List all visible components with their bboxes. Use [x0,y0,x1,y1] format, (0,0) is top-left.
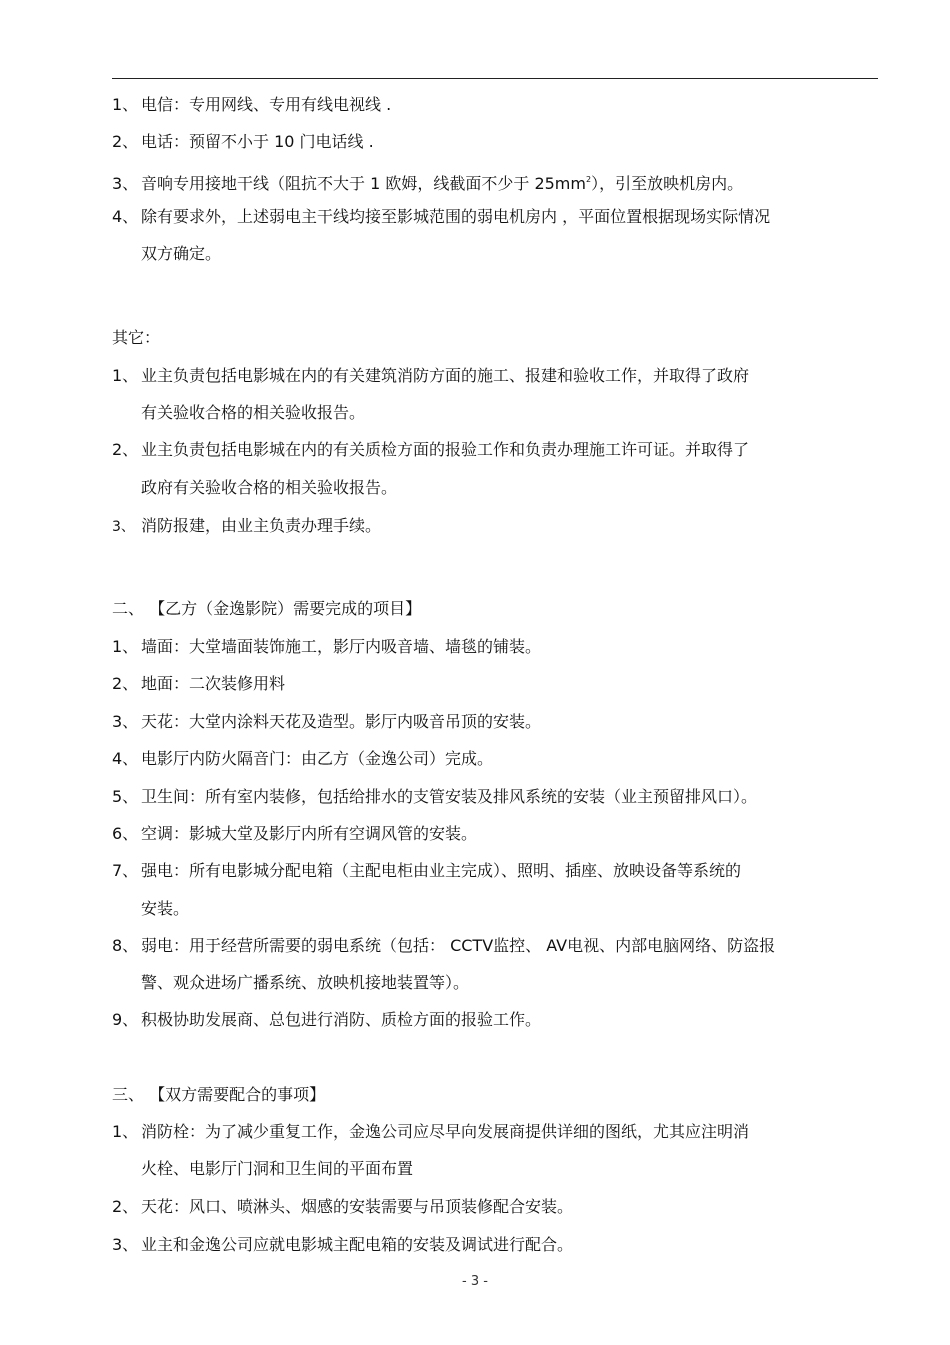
item-text: 天花：大堂内涂料天花及造型。影厅内吸音吊顶的安装。 [141,712,542,731]
others-title: 其它： [112,328,161,347]
item-number: 3、 [112,519,135,535]
item-text: 除有要求外，上述弱电主干线均接至影城范围的弱电机房内 ，平面位置根据现场实际情况 [141,207,771,226]
item-number: 1、 [112,95,139,114]
weak-current-item-4 [112,207,770,227]
item-text: 弱电：用于经营所需要的弱电系统（包括： CCTV监控、 AV电视、内部电脑网络、防盗报 [141,936,776,955]
both-title: 三、 【双方需要配合的事项】 [112,1085,326,1104]
both-item-3 [112,1235,573,1255]
item-number: 8、 [112,936,139,955]
item-text: 音响专用接地干线（阻抗不大于 1 欧姆，线截面不少于 25mm [141,174,586,193]
item-number: 2、 [112,132,139,151]
party-b-item-4 [112,749,493,769]
others-item-3 [112,516,381,537]
party-b-item-1 [112,637,541,657]
party-b-item-5 [112,787,757,807]
item-number: 1、 [112,637,139,656]
party-b-item-9 [112,1010,541,1030]
item-text: 地面：二次装修用料 [141,674,286,693]
others-item-1 [112,366,749,386]
item-text: 电影厅内防火隔音门：由乙方（金逸公司）完成。 [141,749,494,768]
item-text: 电话：预留不小于 10 门电话线 . [141,132,374,151]
both-item-1-continuation: 火栓、电影厅门洞和卫生间的平面布置 [141,1159,414,1178]
weak-current-item-2 [112,132,374,152]
party-b-item-7 [112,861,741,881]
page-number: - 3 - [462,1274,488,1289]
both-item-2 [112,1197,573,1217]
party-b-item-3 [112,712,541,732]
item-text: 空调：影城大堂及影厅内所有空调风管的安装。 [141,824,478,843]
item-text-after: ），引至放映机房内。 [591,174,744,193]
superscript: 2 [585,175,592,184]
others-item-2 [112,440,749,460]
others-item-1-continuation: 有关验收合格的相关验收报告。 [141,403,366,422]
item-number: 1、 [112,1122,139,1141]
item-number: 2、 [112,440,139,459]
party-b-item-6 [112,824,477,844]
item-text: 电信：专用网线、专用有线电视线 . [141,95,392,114]
others-item-2-continuation: 政府有关验收合格的相关验收报告。 [141,478,398,497]
item-number: 3、 [112,712,139,731]
item-number: 2、 [112,1197,139,1216]
item-text: 业主负责包括电影城在内的有关建筑消防方面的施工、报建和验收工作，并取得了政府 [141,366,750,385]
party-b-item-2 [112,674,285,694]
item-number: 2、 [112,674,139,693]
party-b-item-7-continuation: 安装。 [141,899,190,918]
item-number: 7、 [112,861,139,880]
item-number: 6、 [112,824,139,843]
weak-current-item-3 [112,170,743,194]
item-number: 9、 [112,1010,139,1029]
party-b-item-8 [112,936,775,956]
item-text: 强电：所有电影城分配电箱（主配电柜由业主完成）、照明、插座、放映设备等系统的 [141,861,742,880]
item-number: 3、 [112,1235,139,1254]
weak-current-item-1 [112,95,391,115]
item-number: 3、 [112,174,139,193]
party-b-item-8-continuation: 警、观众进场广播系统、放映机接地装置等）。 [141,973,470,992]
item-number: 4、 [112,749,139,768]
item-text: 天花：风口、喷淋头、烟感的安装需要与吊顶装修配合安装。 [141,1197,574,1216]
item-text: 消防报建，由业主负责办理手续。 [141,516,382,535]
item-number: 1、 [112,366,139,385]
item-text: 墙面：大堂墙面装饰施工，影厅内吸音墙、墙毯的铺装。 [141,637,542,656]
item-number: 4、 [112,207,139,226]
item-text: 业主负责包括电影城在内的有关质检方面的报验工作和负责办理施工许可证。并取得了 [141,440,750,459]
item-text: 业主和金逸公司应就电影城主配电箱的安装及调试进行配合。 [141,1235,574,1254]
both-item-1 [112,1122,749,1142]
item-text: 消防栓：为了减少重复工作，金逸公司应尽早向发展商提供详细的图纸，尤其应注明消 [141,1122,750,1141]
weak-current-item-4-continuation: 双方确定。 [141,244,222,263]
item-text: 积极协助发展商、总包进行消防、质检方面的报验工作。 [141,1010,542,1029]
item-text: 卫生间：所有室内装修，包括给排水的支管安装及排风系统的安装（业主预留排风口）。 [141,787,758,806]
party-b-title: 二、 【乙方（金逸影院）需要完成的项目】 [112,599,422,618]
item-number: 5、 [112,787,139,806]
header-rule [112,78,878,79]
